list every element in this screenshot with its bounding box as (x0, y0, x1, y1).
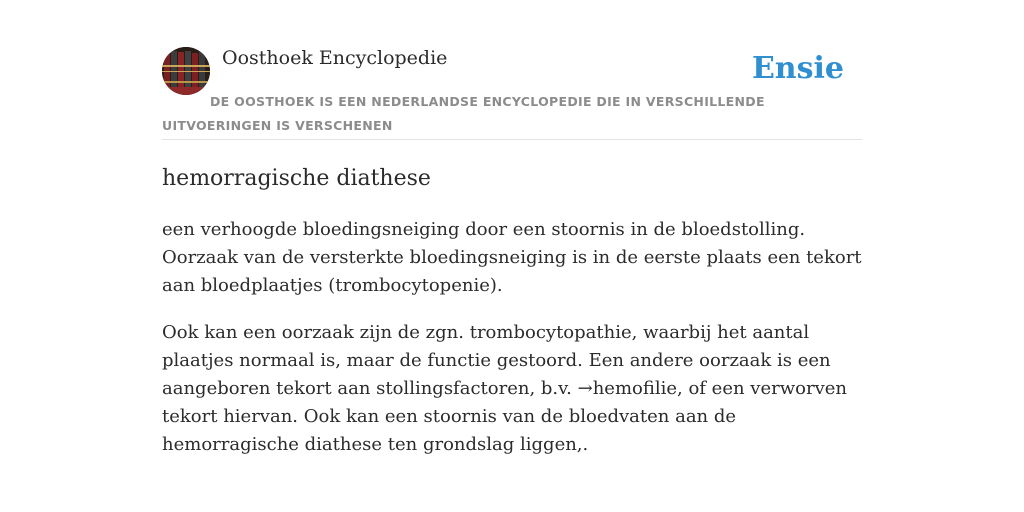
article-body (162, 216, 862, 478)
article-paragraph: een verhoogde bloedingsneiging door een stoornis in de bloedstolling. Oorzaak van de versterkte bloedingsneiging is in de eerste plaats een tekort aan bloedplaatjes (trombocytopenie). (162, 219, 862, 296)
encyclopedia-books-icon (162, 47, 210, 95)
site-tagline: DE OOSTHOEK IS EEN NEDERLANDSE ENCYCLOPEDIE DIE IN VERSCHILLENDE UITVOERINGEN IS VERSCHENEN (162, 94, 765, 133)
brand-logo[interactable]: Ensie (751, 51, 844, 86)
avatar[interactable] (162, 47, 210, 95)
site-header (162, 46, 862, 140)
article-title: hemorragische diathese (162, 166, 431, 191)
site-name[interactable]: Oosthoek Encyclopedie (222, 47, 448, 69)
article-paragraph: Ook kan een oorzaak zijn de zgn. trombocytopathie, waarbij het aantal plaatjes normaal is, maar de functie gestoord. Een andere oorzaak is een aangeboren tekort aan stollingsfactoren, b.v. →hemofilie, of een verworven tekort hiervan. Ook kan een stoornis van de bloedvaten aan de hemorragische diathese ten grondslag liggen,. (162, 322, 847, 455)
